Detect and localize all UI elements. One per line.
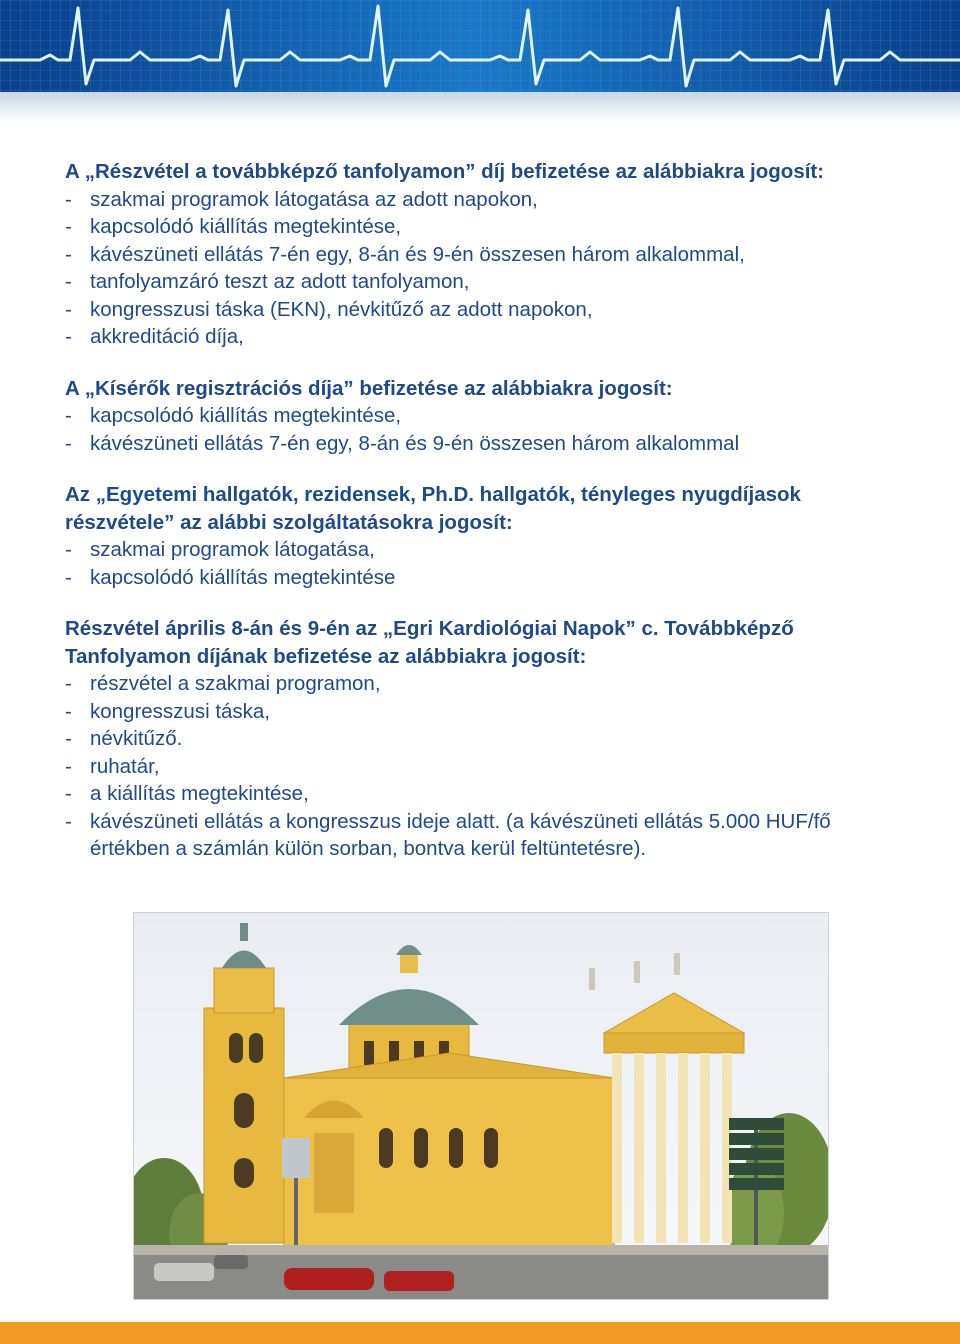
list-bullet: - [65, 187, 72, 211]
list-bullet: - [65, 809, 72, 833]
header-ecg-banner [0, 0, 960, 92]
list-item: - részvétel a szakmai programon, [65, 670, 905, 698]
section-participation-fee [65, 158, 905, 351]
cathedral-photo [133, 912, 829, 1300]
list-bullet: - [65, 431, 72, 455]
benefit-list [65, 402, 905, 457]
list-item: - akkreditáció díja, [65, 323, 905, 351]
benefit-list [65, 186, 905, 351]
benefit-list [65, 670, 905, 863]
list-item: - kávészüneti ellátás a kongresszus ideje alatt. (a kávészüneti ellátás 5.000 HUF/fő értékben a számlán külön sorban, bontva kerül feltüntetésre). [65, 809, 831, 860]
section-companion-fee [65, 375, 905, 458]
cathedral-illustration [134, 913, 828, 1299]
list-item: - kapcsolódó kiállítás megtekintése, [65, 402, 905, 430]
list-bullet: - [65, 672, 72, 695]
list-item: - kávészüneti ellátás 7-én egy, 8-án és 9-én összesen három alkalommal, [65, 241, 905, 269]
list-bullet: - [65, 699, 72, 723]
list-item: - kávészüneti ellátás 7-én egy, 8-án és 9-én összesen három alkalommal [65, 430, 905, 458]
section-heading: A „Kísérők regisztrációs díja” befizetése az alábbiakra jogosít: [65, 376, 673, 400]
section-heading: Részvétel április 8-án és 9-én az „Egri Kardiológiai Napok” c. Továbbképző Tanfolyamon díjának befizetése az alábbiakra jogosít: [65, 617, 794, 668]
list-item: - kongresszusi táska (EKN), névkitűző az adott napokon, [65, 296, 905, 324]
benefit-list [65, 536, 905, 591]
list-item: - szakmai programok látogatása, [65, 536, 905, 564]
document-body [65, 158, 905, 887]
ecg-grid-graphic [0, 0, 960, 92]
list-item: - ruhatár, [65, 753, 905, 781]
list-bullet: - [65, 325, 72, 348]
section-cardiology-days-fee [65, 615, 905, 863]
list-bullet: - [65, 297, 72, 321]
list-item: - kongresszusi táska, [65, 698, 905, 726]
list-item: - szakmai programok látogatása az adott napokon, [65, 186, 905, 214]
list-bullet: - [65, 215, 72, 238]
section-student-fee [65, 481, 905, 591]
list-item: - névkitűző. [65, 725, 905, 753]
footer-accent-bar [0, 1322, 960, 1344]
list-bullet: - [65, 782, 72, 805]
list-bullet: - [65, 538, 72, 561]
list-bullet: - [65, 727, 72, 750]
section-heading: A „Részvétel a továbbképző tanfolyamon” díj befizetése az alábbiakra jogosít: [65, 160, 825, 183]
list-item: - kapcsolódó kiállítás megtekintése, [65, 213, 905, 241]
list-item: - kapcsolódó kiállítás megtekintése [65, 564, 905, 592]
list-bullet: - [65, 270, 72, 293]
section-heading: Az „Egyetemi hallgatók, rezidensek, Ph.D. hallgatók, tényleges nyugdíjasok részvétele” az alábbi szolgáltatásokra jogosít: [65, 483, 801, 534]
header-fade [0, 92, 960, 122]
list-item: - a kiállítás megtekintése, [65, 780, 905, 808]
list-bullet: - [65, 754, 72, 778]
list-bullet: - [65, 565, 72, 589]
list-bullet: - [65, 242, 72, 266]
list-item: - tanfolyamzáró teszt az adott tanfolyamon, [65, 268, 905, 296]
list-bullet: - [65, 404, 72, 427]
